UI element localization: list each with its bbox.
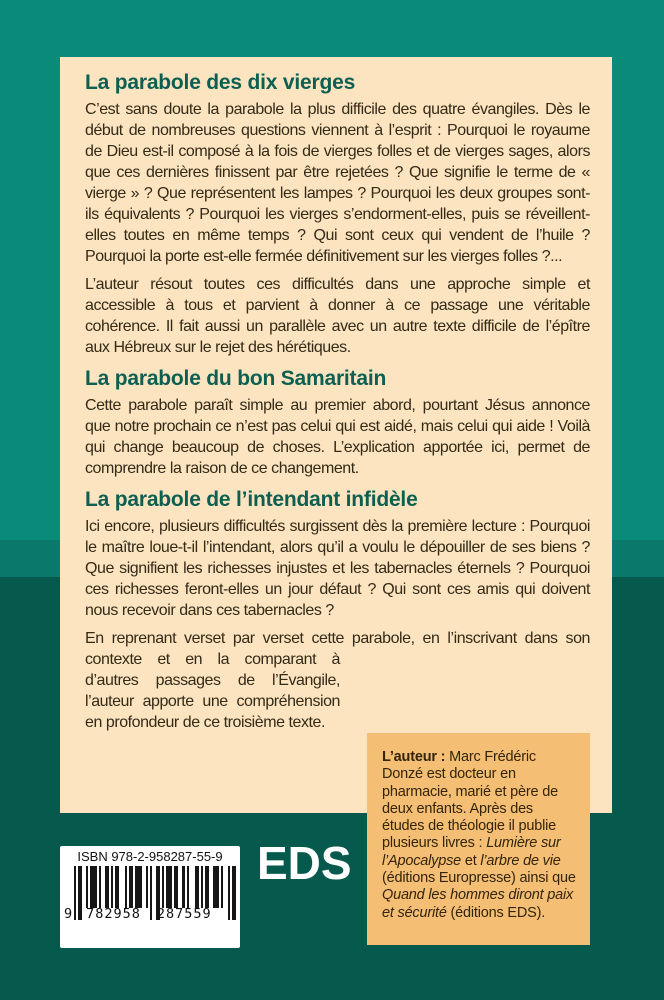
synopsis-panel — [60, 57, 612, 813]
barcode-digit-group2: 287559 — [156, 906, 212, 922]
conclusion-text-start: En reprenant verset par verset cette parabole, en l’inscrivant dans — [85, 630, 558, 647]
paragraph-intendant-infidele: Ici encore, plusieurs difficultés surgissent dès la première lecture : Pourquoi le maître loue-t-il l’intendant, alors qu’il a voulu le dépouiller de ses biens ? Que signifient les richesses injustes et les tabernacles éternels ? Pourquoi ces richesses feront-elles un jour défaut ? Qui sont ces amis qui doivent nous recevoir dans ces tabernacles ? — [85, 518, 590, 619]
publisher-logo: EDS — [257, 837, 352, 889]
author-bio-box — [367, 733, 590, 945]
barcode-digit-left: 9 — [64, 906, 73, 922]
paragraph-dix-vierges-1: C’est sans doute la parabole la plus difficile des quatre évangiles. Dès le début de nombreuses questions viennent à l’esprit : Pourquoi le royaume de Dieu est-il composé à la fois de vierges folles et de vierges sages, alors que ces dernières finissent par être rejetées ? Que signifie le terme de « vierge » ? Que représentent les lampes ? Pourquoi les deux groupes sont-ils équivalents ? Pourquoi les vierges s’endorment-elles, puis se réveillent-elles toutes en même temps ? Qui sont ceux qui vendent de l’huile ? Pourquoi la porte est-elle fermée définitivement sur les vierges folles ?... — [85, 101, 590, 265]
author-label: L’auteur : — [382, 749, 446, 765]
author-box-spacer — [350, 649, 590, 745]
paragraph-dix-vierges-2: L’auteur résout toutes ces difficultés dans une approche simple et accessible à tous et parvient à donner à ce passage une véritable cohérence. Il fait aussi un parallèle avec un autre texte difficile de l’épître aux Hébreux sur le rejet des hérétiques. — [85, 276, 590, 356]
section-heading-intendant-infidele: La parabole de l’intendant infidèle — [85, 488, 418, 511]
isbn-barcode — [60, 846, 240, 948]
author-text: Marc Frédéric Donzé est docteur en pharmacie, marié et père de deux enfants. Après des études de théologie il publie plusieurs livres : Lumière sur l’Apocalypse et l’arbre de vie (éditions Europresse) ainsi que Quand les hommes diront paix et sécurité (éditions EDS). — [382, 749, 576, 921]
conclusion-text-rest: son contexte et en la comparant à d’autres passages de l’Évangile, l’auteur apporte une compréhension en profondeur de ce troisième texte. — [85, 630, 590, 731]
section-heading-dix-vierges: La parabole des dix vierges — [85, 71, 356, 94]
barcode-digit-group1: 782958 — [86, 906, 141, 922]
section-heading-bon-samaritain: La parabole du bon Samaritain — [85, 367, 387, 390]
paragraph-conclusion-wrap — [85, 628, 590, 733]
paragraph-bon-samaritain: Cette parabole paraît simple au premier abord, pourtant Jésus annonce que notre prochain ce n’est pas celui qui est aidé, mais celui qui aide ! Voilà qui change beaucoup de choses. L’explication apportée ici, permet de comprendre la raison de ce changement. — [85, 397, 590, 477]
isbn-number: ISBN 978-2-958287-55-9 — [77, 849, 223, 864]
